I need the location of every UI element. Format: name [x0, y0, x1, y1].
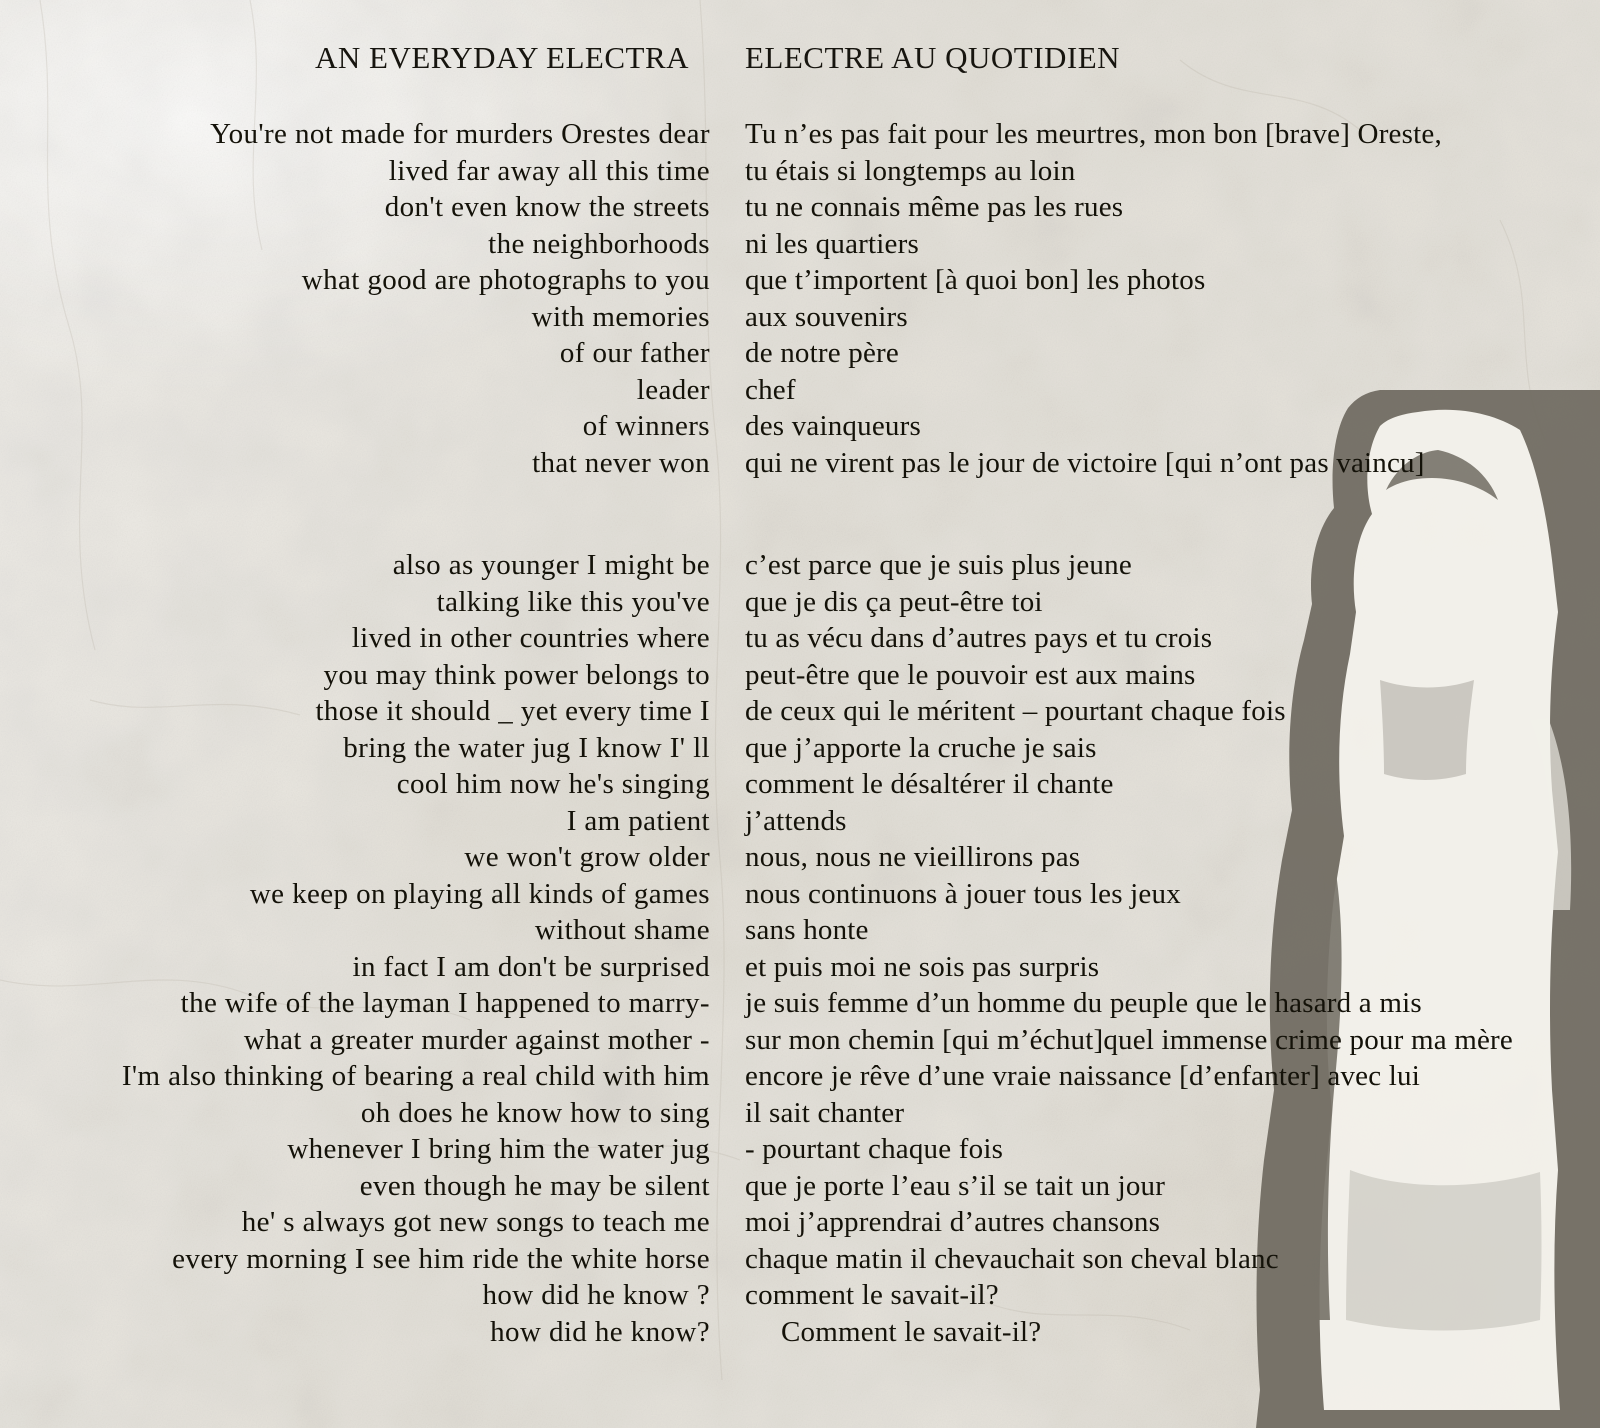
poem-line: ni les quartiers	[745, 227, 919, 260]
poem-line: de ceux qui le méritent – pourtant chaque fois	[745, 695, 1286, 727]
poem-line: que je porte l’eau s’il se tait un jour	[745, 1169, 1166, 1202]
poem-line: whenever I bring him the water jug	[287, 1133, 710, 1165]
poem-line: comment le savait-il?	[745, 1279, 999, 1311]
poem-line: you may think power belongs to	[323, 658, 710, 691]
poem-line: que j’apporte la cruche je sais	[745, 731, 1097, 764]
poem-line: without shame	[534, 914, 710, 946]
poem-line: we keep on playing all kinds of games	[249, 877, 710, 910]
poem-line: lived in other countries where	[351, 622, 710, 654]
poem-line: et puis moi ne sois pas surpris	[745, 950, 1100, 983]
poem-line: oh does he know how to sing	[360, 1096, 710, 1129]
poem-line: in fact I am don't be surprised	[352, 950, 710, 983]
poem-line: encore je rêve d’une vraie naissance [d’enfanter] avec lui	[745, 1060, 1420, 1092]
poem-line: aux souvenirs	[745, 300, 908, 333]
poem-line: I'm also thinking of bearing a real child with him	[121, 1060, 710, 1092]
poem-line: those it should _ yet every time I	[315, 695, 710, 727]
poem-line: des vainqueurs	[745, 410, 921, 442]
poem-line: how did he know?	[490, 1315, 710, 1348]
poem-line: cool him now he's singing	[396, 768, 710, 800]
poem-line: chef	[745, 373, 796, 406]
poem-line: nous continuons à jouer tous les jeux	[745, 877, 1181, 910]
poem-line: with memories	[531, 300, 710, 333]
french-title: ELECTRE AU QUOTIDIEN	[745, 40, 1121, 75]
poem-line: chaque matin il chevauchait son cheval blanc	[745, 1242, 1279, 1275]
poem-line: the neighborhoods	[488, 227, 710, 260]
english-stanza-2	[60, 547, 710, 1350]
poem-line: sur mon chemin [qui m’échut]quel immense crime pour ma mère	[745, 1023, 1513, 1056]
poem-line: don't even know the streets	[384, 191, 710, 223]
poem-line: que t’importent [à quoi bon] les photos	[745, 264, 1206, 296]
poem-line: we won't grow older	[464, 841, 710, 873]
poem-line: that never won	[532, 446, 710, 479]
poem-line: nous, nous ne vieillirons pas	[745, 841, 1081, 873]
poem-line: je suis femme d’un homme du peuple que le hasard a mis	[745, 987, 1422, 1019]
poem-line: peut-être que le pouvoir est aux mains	[745, 658, 1196, 691]
poem-line: tu ne connais même pas les rues	[745, 191, 1124, 223]
poem-line: he' s always got new songs to teach me	[241, 1206, 710, 1238]
poem-line: il sait chanter	[745, 1096, 905, 1129]
poem-line: que je dis ça peut-être toi	[745, 585, 1043, 618]
english-column	[60, 40, 710, 1350]
poem-line: moi j’apprendrai d’autres chansons	[745, 1206, 1161, 1238]
poem-line: comment le désaltérer il chante	[745, 768, 1114, 800]
poem-line: j’attends	[745, 804, 847, 837]
poem-line: what good are photographs to you	[301, 264, 710, 296]
poem-line: lived far away all this time	[388, 154, 710, 187]
poem-line: the wife of the layman I happened to marry-	[180, 987, 710, 1019]
poem-line: tu as vécu dans d’autres pays et tu crois	[745, 622, 1213, 654]
poem-line: also as younger I might be	[392, 549, 710, 581]
poem-line: talking like this you've	[436, 585, 710, 618]
poem-line: de notre père	[745, 337, 899, 369]
poem-line: every morning I see him ride the white horse	[172, 1242, 710, 1275]
french-column	[745, 40, 1565, 1350]
poem-line: how did he know ?	[482, 1279, 710, 1311]
poem-line: - pourtant chaque fois	[745, 1133, 1004, 1165]
poem-line: tu étais si longtemps au loin	[745, 154, 1076, 187]
poem-line: of winners	[582, 410, 710, 442]
poem-line: c’est parce que je suis plus jeune	[745, 549, 1132, 581]
poem-line: You're not made for murders Orestes dear	[210, 118, 710, 150]
poem-line: what a greater murder against mother -	[243, 1023, 710, 1056]
french-stanza-2	[745, 547, 1565, 1350]
poem-line: qui ne virent pas le jour de victoire [qui n’ont pas vaincu]	[745, 446, 1425, 479]
poem-line: Tu n’es pas fait pour les meurtres, mon bon [brave] Oreste,	[745, 118, 1442, 150]
poem-line: of our father	[559, 337, 710, 369]
french-stanza-1	[745, 116, 1565, 481]
english-title: AN EVERYDAY ELECTRA	[315, 40, 690, 75]
poem-line: even though he may be silent	[359, 1169, 710, 1202]
poem-line: sans honte	[745, 914, 869, 946]
poem-line: Comment le savait-il?	[781, 1315, 1042, 1348]
english-stanza-1	[60, 116, 710, 481]
poem-line: bring the water jug I know I' ll	[343, 731, 710, 764]
poem-line: leader	[636, 373, 710, 406]
poem-line: I am patient	[566, 804, 710, 837]
